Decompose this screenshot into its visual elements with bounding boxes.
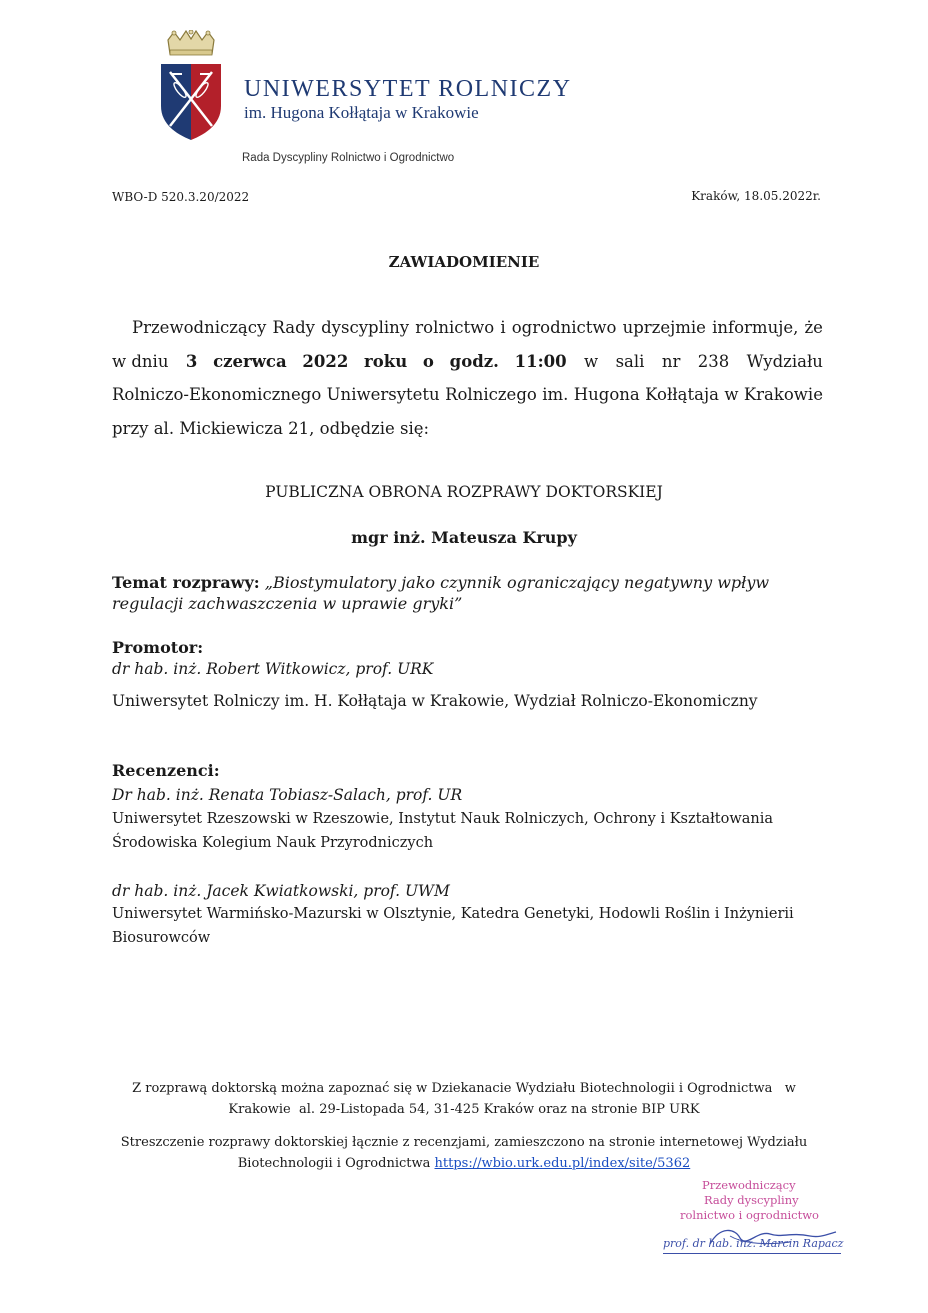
chairman-stamp: Przewodniczący Rady dyscypliny rolnictwo i ogrodnictwo — [680, 1178, 819, 1222]
crown-icon — [168, 30, 214, 55]
dissertation-topic — [112, 572, 812, 614]
promotor-name: dr hab. inż. Robert Witkowicz, prof. URK — [112, 660, 434, 678]
promotor-institution: Uniwersytet Rolniczy im. H. Kołłątaja w Krakowie, Wydział Rolniczo-Ekonomiczny — [112, 692, 758, 710]
document-date: Kraków, 18.05.2022r. — [691, 189, 821, 203]
university-crest-logo — [158, 30, 224, 142]
document-reference: WBO-D 520.3.20/2022 — [112, 190, 250, 204]
signature-name: prof. dr hab. inż. Marcin Rapacz — [663, 1237, 844, 1250]
intro-line-3: Rolniczo-Ekonomicznego Uniwersytetu Rolniczego im. Hugona Kołłątaja w Krakowie — [112, 385, 823, 404]
faculty-website-link[interactable]: https://wbio.urk.edu.pl/index/site/5362 — [434, 1156, 691, 1171]
reviewer-2-institution: Uniwersytet Warmińsko-Mazurski w Olsztynie, Katedra Genetyki, Hodowli Roślin i Inżynierii Biosurowców — [112, 906, 794, 946]
topic-label: Temat rozprawy: — [112, 573, 260, 592]
shield-icon — [161, 64, 221, 140]
signature-underline — [663, 1253, 841, 1254]
intro-line-1: Przewodniczący Rady dyscypliny rolnictwo i ogrodnictwo uprzejmie informuje, że — [132, 318, 823, 337]
defense-date: 3 czerwca 2022 roku o godz. 11:00 — [185, 351, 567, 371]
promotor-label: Promotor: — [112, 638, 204, 657]
university-subtitle: im. Hugona Kołłątaja w Krakowie — [244, 103, 479, 122]
candidate-name: mgr inż. Mateusza Krupy — [351, 528, 577, 547]
intro-line-4: przy al. Mickiewicza 21, odbędzie się: — [112, 418, 430, 438]
university-name: UNIWERSYTET ROLNICZY — [244, 76, 572, 102]
document-title: ZAWIADOMIENIE — [388, 253, 540, 271]
footer-dissertation-access: Z rozprawą doktorską można zapoznać się w Dziekanacie Wydziału Biotechnologii i Ogrodnictwa w Krakowie al. 29-Listopada 54, 31-425 Kraków oraz na stronie BIP URK — [132, 1081, 796, 1117]
event-heading: PUBLICZNA OBRONA ROZPRAWY DOKTORSKIEJ — [265, 483, 663, 501]
reviewer-1-name: Dr hab. inż. Renata Tobiasz-Salach, prof. UR — [112, 786, 463, 804]
reviewer-2-name: dr hab. inż. Jacek Kwiatkowski, prof. UWM — [112, 882, 450, 900]
topic-text: „Biostymulatory jako czynnik ograniczający negatywny wpływ regulacji zachwaszczenia w uprawie gryki” — [112, 573, 770, 613]
reviewer-1-institution: Uniwersytet Rzeszowski w Rzeszowie, Instytut Nauk Rolniczych, Ochrony i Kształtowania Środowiska Kolegium Nauk Przyrodniczych — [112, 811, 774, 851]
reviewers-label: Recenzenci: — [112, 761, 220, 780]
council-name: Rada Dyscypliny Rolnictwo i Ogrodnictwo — [242, 152, 455, 164]
intro-paragraph — [112, 311, 823, 445]
intro-line-2: w dniu 3 czerwca 2022 roku o godz. 11:00 w sali nr 238 Wydziału — [112, 345, 823, 379]
footer-summary-info: Streszczenie rozprawy doktorskiej łącznie z recenzjami, zamieszczono na stronie internetowej Wydziału Biotechnologii i Ogrodnictwa https://wbio.urk.edu.pl/index/site/5362 — [120, 1135, 808, 1171]
